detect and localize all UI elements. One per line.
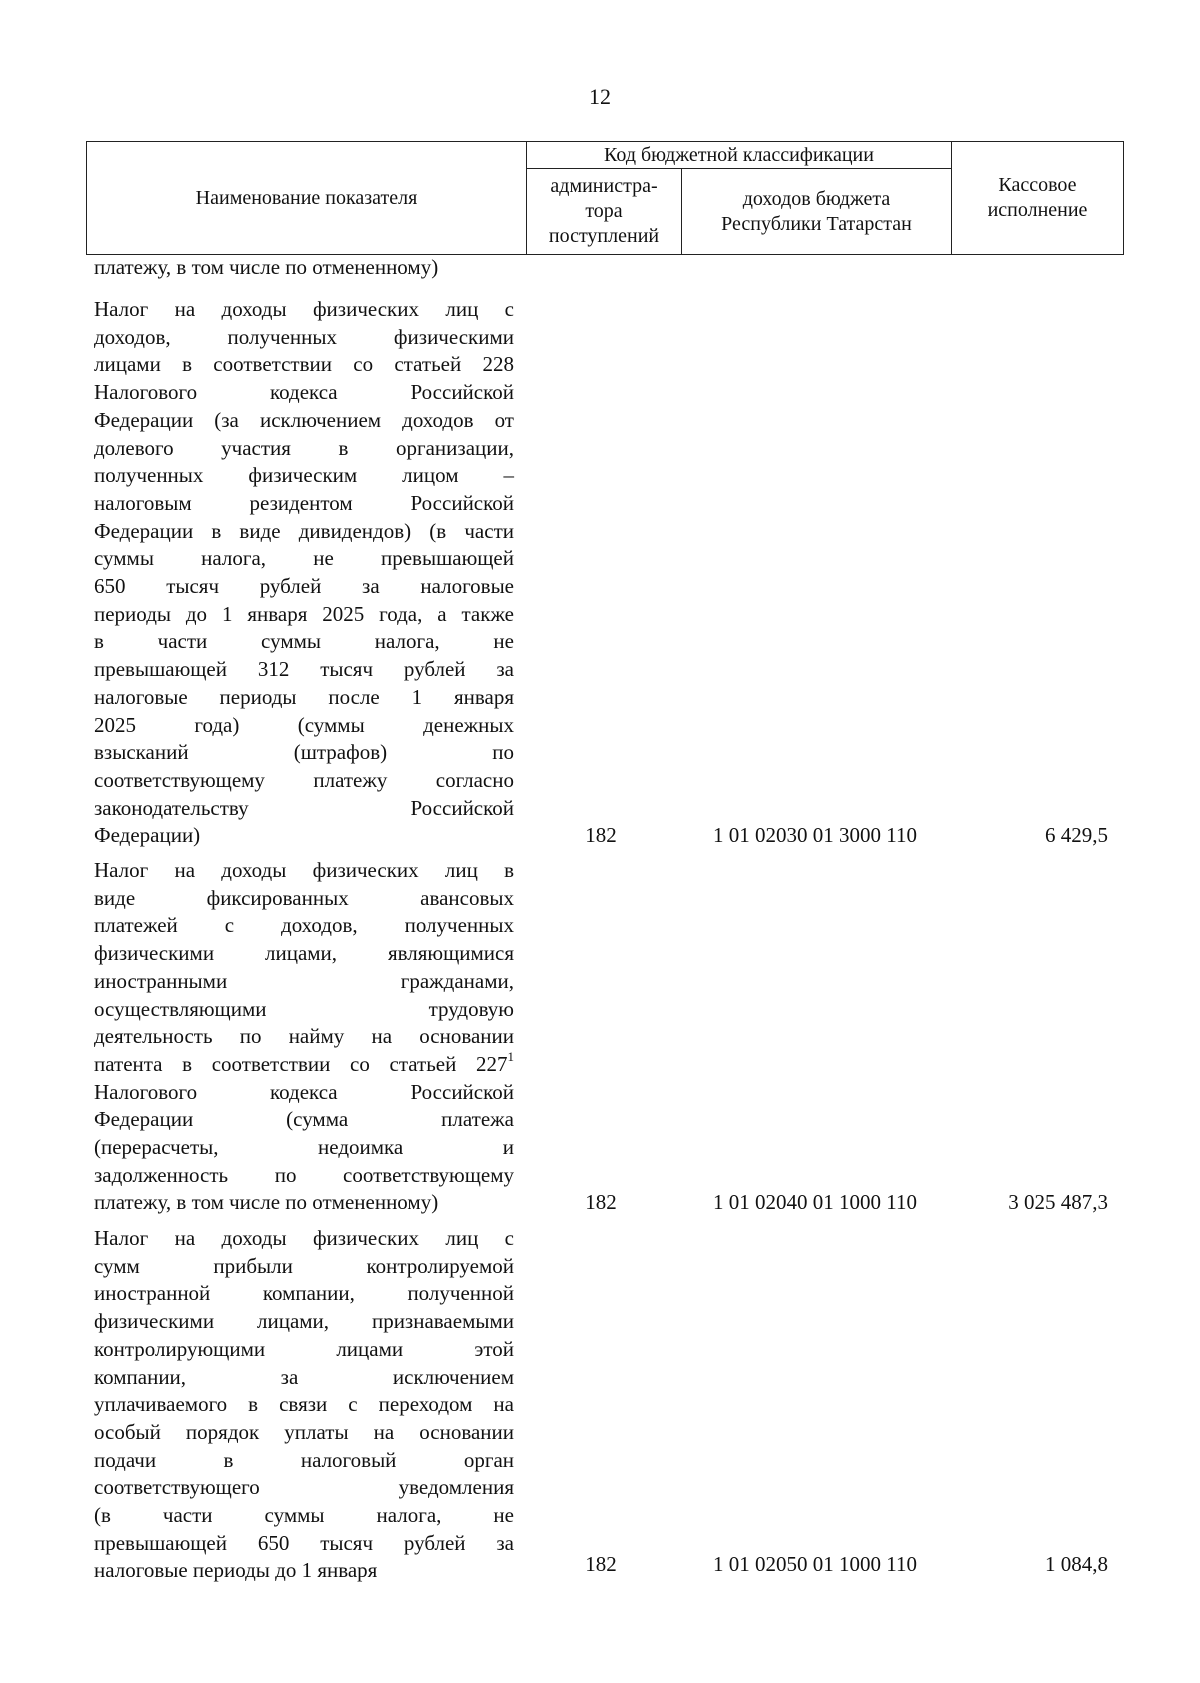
row-1-desc-line: законодательству Российской [94,795,514,820]
row-3-admin-code: 182 [585,1552,617,1576]
row-2-desc-line: иностранными гражданами, [94,968,514,993]
row-3-desc-line: соответствующего уведомления [94,1475,514,1500]
continuation-line: платежу, в том числе по отмененному) [94,255,439,279]
header-income-line-1: доходов бюджета [742,187,891,210]
row-1-amount: 6 429,5 [1045,823,1108,847]
row-3-desc-line: компании, за исключением [94,1364,514,1389]
row-2-desc-line: платежей с доходов, полученных [94,913,514,938]
row-2-description [94,857,514,1217]
row-3-desc-line: контролирующими лицами этой [94,1336,514,1361]
page-number: 12 [589,84,611,109]
header-admin-line-3: поступлений [548,225,660,247]
row-2-desc-line: задолженность по соответствующему [94,1162,514,1187]
row-1-desc-line: Налог на доходы физических лиц с [94,297,514,321]
row-3-desc-line: налоговые периоды до 1 января [94,1558,378,1583]
row-2-superscript: 1 [507,1048,514,1064]
row-2-desc-line: физическими лицами, являющимися [94,941,514,966]
row-3-desc-line: сумм прибыли контролируемой [94,1253,514,1278]
row-1-desc-line: Федерации (за исключением доходов от [94,407,514,432]
row-3-amount: 1 084,8 [1045,1552,1108,1576]
row-3-desc-line: превышающей 650 тысяч рублей за [94,1530,514,1555]
row-3-desc-line: особый порядок уплаты на основании [94,1419,514,1444]
header-sum-line-1: Кассовое [998,174,1077,196]
header-kbk-group: Код бюджетной классификации [527,142,952,169]
row-2-desc-line: (перерасчеты, недоимка и [94,1135,514,1160]
row-1-desc-line: полученных физическим лицом – [94,463,514,488]
continuation-text [94,254,514,282]
row-2-desc-line: осуществляющими трудовую [94,996,514,1021]
row-2-amount: 3 025 487,3 [1008,1190,1108,1214]
row-2-desc-line: деятельность по найму на основании [94,1024,514,1049]
row-1-desc-line: периоды до 1 января 2025 года, а также [94,601,514,626]
row-2-desc-line: платежу, в том числе по отмененному) [94,1190,439,1215]
header-income-column [682,169,952,255]
row-3-desc-line: уплачиваемого в связи с переходом на [94,1392,514,1417]
row-1-desc-line: суммы налога, не превышающей [94,546,514,571]
row-1-desc-line: Федерации в виде дивидендов) (в части [94,518,514,543]
row-2-desc-line: патента в соответствии со статьей $227^1$ [94,1048,514,1076]
row-1-desc-line: Федерации) [94,823,201,848]
row-2-desc-line: виде фиксированных авансовых [94,885,514,910]
row-1-desc-line: доходов, полученных физическими [94,324,514,349]
header-admin-column [527,169,682,255]
row-3-desc-line: Налог на доходы физических лиц с [94,1226,514,1250]
row-1-desc-line: налоговые периоды после 1 января [94,684,514,709]
row-2-desc-line: Налог на доходы физических лиц в [94,858,514,882]
row-3-desc-line: физическими лицами, признаваемыми [94,1309,514,1334]
row-3-desc-line: иностранной компании, полученной [94,1281,514,1306]
row-3-income-code: 1 01 02050 01 1000 110 [713,1552,917,1576]
row-1-desc-line: взысканий (штрафов) по [94,740,514,765]
row-1-admin-code: 182 [585,823,617,847]
row-3-description [94,1225,514,1585]
row-1-description [94,296,514,850]
row-1-desc-line: лицами в соответствии со статьей 228 [94,352,514,377]
row-2-income-code: 1 01 02040 01 1000 110 [713,1190,917,1214]
header-admin-line-2: тора [585,200,623,222]
header-sum-column [952,142,1124,255]
header-admin-line-1: администра- [550,175,658,197]
header-sum-line-2: исполнение [987,199,1088,221]
row-2-desc-line: Налогового кодекса Российской [94,1079,514,1104]
row-3-desc-line: подачи в налоговый орган [94,1447,514,1472]
row-1-desc-line: 2025 года) (суммы денежных [94,712,514,737]
table-header [86,141,1124,255]
row-1-desc-line: налоговым резидентом Российской [94,490,514,515]
row-1-desc-line: 650 тысяч рублей за налоговые [94,574,514,599]
row-2-admin-code: 182 [585,1190,617,1214]
row-1-desc-line: превышающей 312 тысяч рублей за [94,657,514,682]
header-name-column: Наименование показателя [87,142,527,255]
row-3-desc-line: (в части суммы налога, не [94,1503,514,1528]
header-income-line-2: Республики Татарстан [721,212,912,235]
row-1-desc-line: соответствующему платежу согласно [94,767,514,792]
row-1-desc-line: Налогового кодекса Российской [94,380,514,405]
row-2-desc-line: Федерации (сумма платежа [94,1107,514,1132]
row-1-desc-line: в части суммы налога, не [94,629,514,654]
row-1-desc-line: долевого участия в организации, [94,435,514,460]
row-1-income-code: 1 01 02030 01 3000 110 [713,823,917,847]
